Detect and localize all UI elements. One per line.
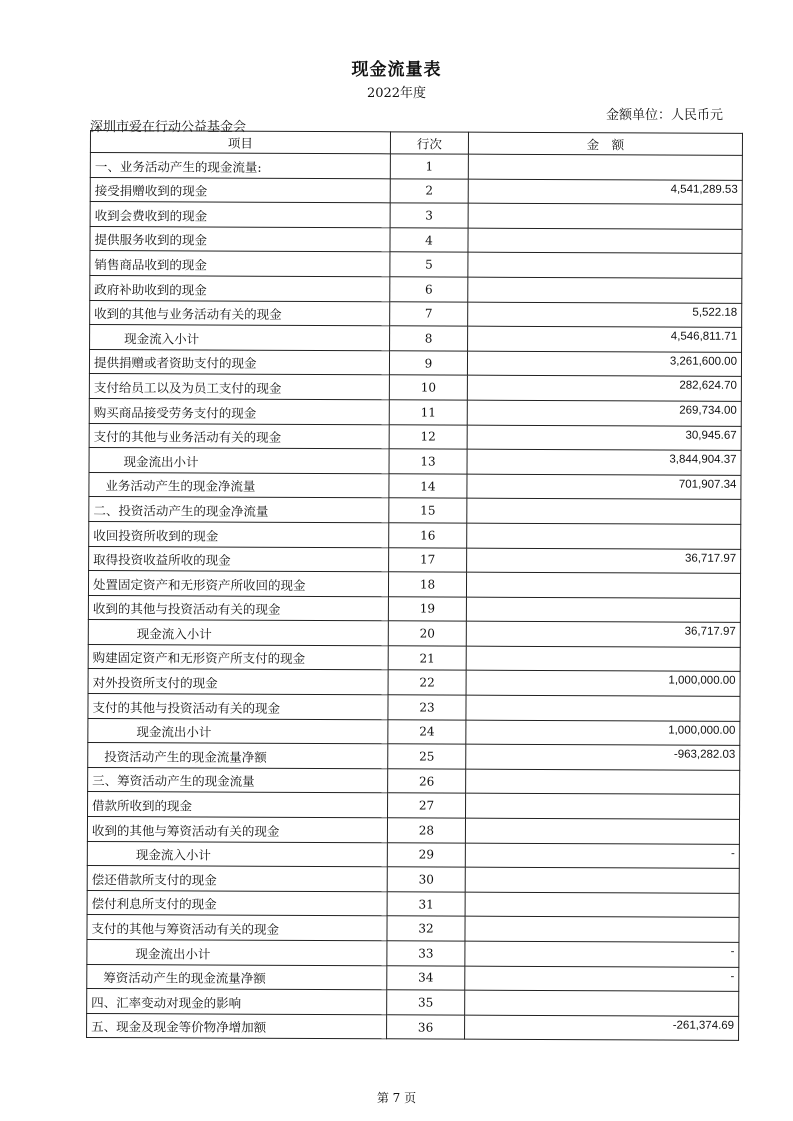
- table-row: [87, 866, 739, 893]
- row-item-label: 一、业务活动产生的现金流量:: [90, 153, 390, 179]
- row-item-label: 政府补助收到的现金: [90, 275, 390, 301]
- table-row: [87, 989, 739, 1016]
- row-line-number: 6: [390, 277, 468, 302]
- table-row: [90, 325, 742, 352]
- row-amount: [468, 253, 742, 279]
- fiscal-year: 2022年度: [366, 86, 427, 101]
- row-line-number: 17: [389, 547, 467, 572]
- row-amount: 269,734.00: [467, 400, 741, 426]
- table-row: [88, 767, 740, 794]
- table-row: [90, 251, 742, 278]
- row-line-number: 30: [387, 867, 465, 892]
- row-line-number: 19: [388, 596, 466, 621]
- row-item-label: 偿还借款所支付的现金: [87, 866, 387, 892]
- row-item-label: 筹资活动产生的现金流量净额: [87, 964, 387, 990]
- table-row: [90, 153, 742, 180]
- table-row: [89, 546, 741, 573]
- row-item-label: 投资活动产生的现金流量净额: [88, 743, 388, 769]
- row-line-number: 14: [389, 474, 467, 499]
- row-item-label: 五、现金及现金等价物净增加额: [87, 1013, 387, 1039]
- row-line-number: 36: [387, 1015, 465, 1040]
- row-item-label: 支付的其他与业务活动有关的现金: [89, 423, 389, 449]
- table-row: [90, 300, 742, 327]
- row-amount: [465, 818, 739, 844]
- row-item-label: 偿付利息所支付的现金: [87, 890, 387, 916]
- header-amount: 金 额: [468, 132, 742, 155]
- table-row: [90, 275, 742, 302]
- row-item-label: 收到的其他与业务活动有关的现金: [90, 300, 390, 326]
- table-row: [88, 743, 740, 770]
- row-line-number: 20: [388, 621, 466, 646]
- row-line-number: 5: [390, 252, 468, 277]
- row-item-label: 现金流入小计: [88, 620, 388, 646]
- row-item-label: 购建固定资产和无形资产所支付的现金: [88, 644, 388, 670]
- row-line-number: 28: [387, 818, 465, 843]
- row-item-label: 收到的其他与投资活动有关的现金: [88, 595, 388, 621]
- table-row: [89, 374, 741, 401]
- row-line-number: 1: [390, 154, 468, 179]
- table-row: [87, 1013, 739, 1040]
- header-item: 项目: [90, 131, 390, 154]
- row-item-label: 支付的其他与投资活动有关的现金: [88, 694, 388, 720]
- row-item-label: 借款所收到的现金: [88, 792, 388, 818]
- table-row: [87, 890, 739, 917]
- row-amount: [466, 695, 740, 721]
- row-item-label: 现金流出小计: [87, 939, 387, 965]
- table-header-row: [90, 131, 742, 156]
- row-amount: 4,546,811.71: [468, 326, 742, 352]
- row-amount: -: [465, 843, 739, 869]
- row-amount: 1,000,000.00: [466, 671, 740, 697]
- table-row: [87, 817, 739, 844]
- row-line-number: 18: [388, 572, 466, 597]
- row-line-number: 27: [388, 793, 466, 818]
- row-amount: 36,717.97: [466, 621, 740, 647]
- row-item-label: 支付的其他与筹资活动有关的现金: [87, 915, 387, 941]
- table-row: [90, 202, 742, 229]
- page-number: 第 7 页: [376, 1091, 417, 1105]
- row-line-number: 13: [389, 449, 467, 474]
- row-item-label: 现金流出小计: [88, 718, 388, 744]
- table-row: [89, 497, 741, 524]
- row-amount: 1,000,000.00: [466, 720, 740, 746]
- row-amount: [468, 203, 742, 229]
- table-row: [88, 644, 740, 671]
- row-amount: 3,844,904.37: [467, 449, 741, 475]
- table-row: [88, 571, 740, 598]
- row-item-label: 现金流出小计: [89, 448, 389, 474]
- row-item-label: 收到的其他与筹资活动有关的现金: [87, 817, 387, 843]
- row-amount: -261,374.69: [465, 1015, 739, 1041]
- row-item-label: 支付给员工以及为员工支付的现金: [89, 374, 389, 400]
- table-row: [89, 423, 741, 450]
- row-item-label: 收回投资所收到的现金: [89, 521, 389, 547]
- table-row: [89, 349, 741, 376]
- table-row: [88, 669, 740, 696]
- row-line-number: 9: [389, 351, 467, 376]
- row-item-label: 现金流入小计: [87, 841, 387, 867]
- row-amount: 36,717.97: [467, 548, 741, 574]
- row-amount: [466, 769, 740, 795]
- row-item-label: 提供捐赠或者资助支付的现金: [89, 349, 389, 375]
- row-amount: [466, 646, 740, 672]
- row-item-label: 购买商品接受劳务支付的现金: [89, 398, 389, 424]
- row-amount: [466, 597, 740, 623]
- row-item-label: 处置固定资产和无形资产所收回的现金: [88, 571, 388, 597]
- row-item-label: 销售商品收到的现金: [90, 251, 390, 277]
- table-body: [87, 153, 743, 1041]
- organization-name: 深圳市爱在行动公益基金会: [90, 120, 247, 135]
- row-item-label: 二、投资活动产生的现金净流量: [89, 497, 389, 523]
- row-line-number: 29: [387, 842, 465, 867]
- row-line-number: 35: [387, 990, 465, 1015]
- table-row: [87, 915, 739, 942]
- row-amount: [468, 154, 742, 180]
- table-row: [88, 620, 740, 647]
- table-row: [90, 226, 742, 253]
- row-amount: [468, 228, 742, 254]
- row-line-number: 25: [388, 744, 466, 769]
- row-line-number: 26: [388, 769, 466, 794]
- cash-flow-statement: [86, 130, 742, 1083]
- row-line-number: 15: [389, 498, 467, 523]
- table-row: [88, 792, 740, 819]
- row-amount: [465, 917, 739, 943]
- table-row: [87, 939, 739, 966]
- row-amount: [467, 498, 741, 524]
- row-amount: [468, 277, 742, 303]
- row-amount: [465, 892, 739, 918]
- row-line-number: 2: [390, 178, 468, 203]
- row-amount: [466, 572, 740, 598]
- header-line-no: 行次: [390, 132, 468, 154]
- row-item-label: 现金流入小计: [90, 325, 390, 351]
- table-row: [87, 964, 739, 991]
- cash-flow-table: [86, 130, 743, 1041]
- row-amount: 3,261,600.00: [467, 351, 741, 377]
- table-row: [90, 177, 742, 204]
- row-line-number: 11: [389, 400, 467, 425]
- row-line-number: 31: [387, 892, 465, 917]
- row-amount: [467, 523, 741, 549]
- table-row: [88, 718, 740, 745]
- row-item-label: 四、汇率变动对现金的影响: [87, 989, 387, 1015]
- row-line-number: 21: [388, 646, 466, 671]
- row-line-number: 3: [390, 203, 468, 228]
- row-item-label: 业务活动产生的现金净流量: [89, 472, 389, 498]
- row-amount: 4,541,289.53: [468, 179, 742, 205]
- row-line-number: 22: [388, 670, 466, 695]
- currency-unit: 金额单位：人民币元: [605, 108, 723, 123]
- row-line-number: 34: [387, 965, 465, 990]
- row-line-number: 7: [390, 301, 468, 326]
- table-row: [88, 694, 740, 721]
- row-amount: -: [465, 941, 739, 967]
- row-amount: 282,624.70: [467, 375, 741, 401]
- row-amount: [465, 867, 739, 893]
- row-amount: 30,945.67: [467, 425, 741, 451]
- row-item-label: 对外投资所支付的现金: [88, 669, 388, 695]
- row-amount: 701,907.34: [467, 474, 741, 500]
- row-amount: 5,522.18: [468, 302, 742, 328]
- row-line-number: 33: [387, 941, 465, 966]
- table-row: [88, 595, 740, 622]
- row-amount: -963,282.03: [466, 744, 740, 770]
- row-line-number: 23: [388, 695, 466, 720]
- row-amount: -: [465, 966, 739, 992]
- row-amount: [466, 794, 740, 820]
- row-line-number: 24: [388, 719, 466, 744]
- row-line-number: 8: [390, 326, 468, 351]
- table-row: [89, 448, 741, 475]
- row-item-label: 提供服务收到的现金: [90, 226, 390, 252]
- row-line-number: 4: [390, 228, 468, 253]
- table-row: [89, 472, 741, 499]
- table-row: [89, 398, 741, 425]
- document-title: 现金流量表: [351, 60, 442, 80]
- row-item-label: 三、筹资活动产生的现金流量: [88, 767, 388, 793]
- row-item-label: 取得投资收益所收的现金: [89, 546, 389, 572]
- table-row: [87, 841, 739, 868]
- row-amount: [465, 990, 739, 1016]
- row-item-label: 接受捐赠收到的现金: [90, 177, 390, 203]
- row-line-number: 12: [389, 424, 467, 449]
- table-row: [89, 521, 741, 548]
- row-line-number: 10: [389, 375, 467, 400]
- row-item-label: 收到会费收到的现金: [90, 202, 390, 228]
- row-line-number: 32: [387, 916, 465, 941]
- row-line-number: 16: [389, 523, 467, 548]
